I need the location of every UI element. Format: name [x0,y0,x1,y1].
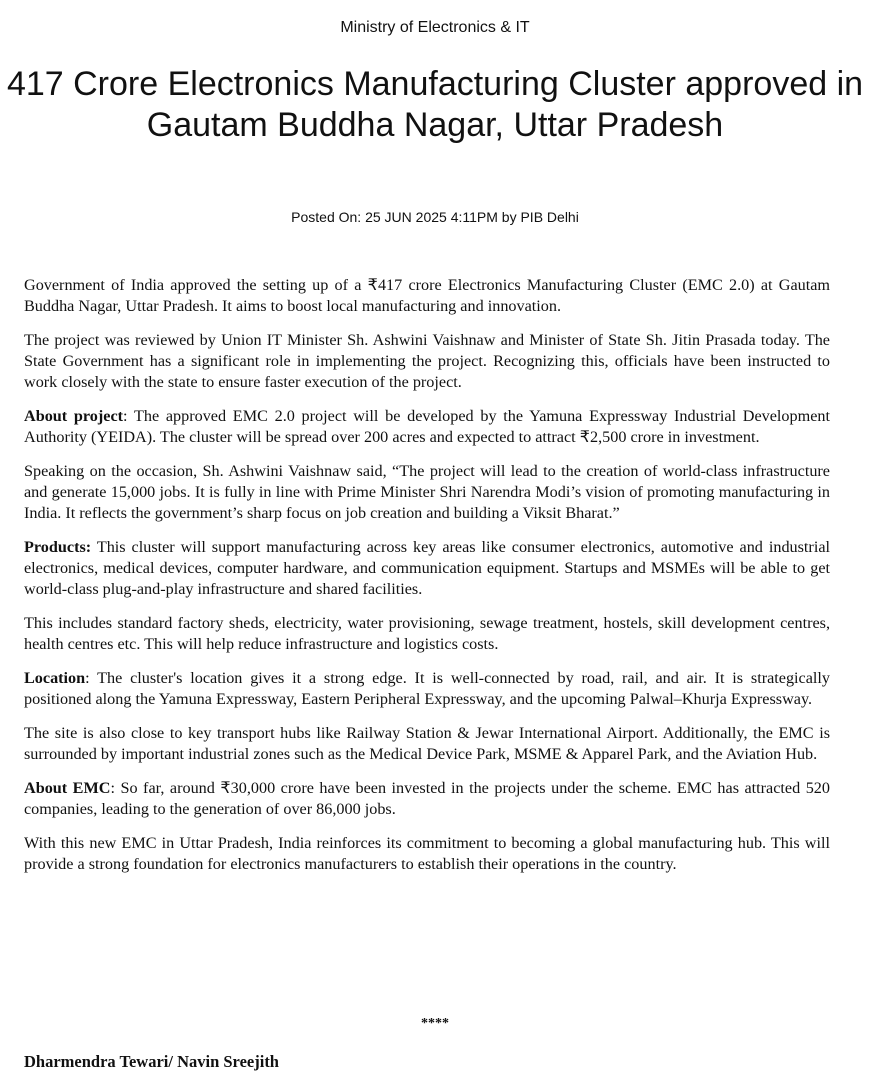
paragraph-text: This cluster will support manufacturing across key areas like consumer electronics, automotive and industrial electronics, medical devices, computer hardware, and communication equipment. Startups and MSMEs will be able to get world-class plug-and-play infrastructure and shared facilities. [24,538,830,598]
paragraph-text: This includes standard factory sheds, electricity, water provisioning, sewage treatment, hostels, skill development centres, health centres etc. This will help reduce infrastructure and logistics costs. [24,614,830,653]
paragraph [24,330,830,393]
article-body [24,275,830,888]
paragraph-text: : So far, around ₹30,000 crore have been invested in the projects under the scheme. EMC has attracted 520 companies, leading to the generation of over 86,000 jobs. [24,779,830,818]
ministry-name: Ministry of Electronics & IT [340,19,530,36]
paragraph-text: Speaking on the occasion, Sh. Ashwini Vaishnaw said, “The project will lead to the creation of world-class infrastructure and generate 15,000 jobs. It is fully in line with Prime Minister Shri Narendra Modi’s vision of promoting manufacturing in India. It reflects the government’s sharp focus on job creation and building a Viksit Bharat.” [24,462,830,522]
paragraph-text: The site is also close to key transport hubs like Railway Station & Jewar International Airport. Additionally, the EMC is surrounded by important industrial zones such as the Medical Device Park, MSME & Apparel Park, and the Aviation Hub. [24,724,830,763]
paragraph [24,833,830,875]
paragraph [24,406,830,448]
paragraph [24,723,830,765]
posted-info: Posted On: 25 JUN 2025 4:11PM by PIB Delhi [291,209,579,225]
paragraph-lead: About project [24,407,124,425]
page-title: 417 Crore Electronics Manufacturing Cluster approved in Gautam Buddha Nagar, Uttar Pradesh [6,65,864,144]
paragraph [24,778,830,820]
paragraph-text: : The approved EMC 2.0 project will be developed by the Yamuna Expressway Industrial Development Authority (YEIDA). The cluster will be spread over 200 acres and expected to attract ₹2,500 crore in investment. [24,407,830,446]
paragraph-lead: Location [24,669,86,687]
signature: Dharmendra Tewari/ Navin Sreejith [24,1052,279,1071]
separator: **** [421,1016,449,1031]
paragraph [24,668,830,710]
paragraph [24,461,830,524]
paragraph [24,275,830,317]
paragraph [24,537,830,600]
paragraph-text: The project was reviewed by Union IT Minister Sh. Ashwini Vaishnaw and Minister of State Sh. Jitin Prasada today. The State Government has a significant role in implementing the project. Recognizing this, officials have been instructed to work closely with the state to ensure faster execution of the project. [24,331,830,391]
paragraph-lead: Products: [24,538,92,556]
paragraph-lead: About EMC [24,779,111,797]
paragraph-text: : The cluster's location gives it a strong edge. It is well-connected by road, rail, and air. It is strategically positioned along the Yamuna Expressway, Eastern Peripheral Expressway, and the upcoming Palwal–Khurja Expressway. [24,669,830,708]
paragraph-text: With this new EMC in Uttar Pradesh, India reinforces its commitment to becoming a global manufacturing hub. This will provide a strong foundation for electronics manufacturers to establish their operations in the country. [24,834,830,873]
paragraph-text: Government of India approved the setting up of a ₹417 crore Electronics Manufacturing Cluster (EMC 2.0) at Gautam Buddha Nagar, Uttar Pradesh. It aims to boost local manufacturing and innovation. [24,276,830,315]
paragraph [24,613,830,655]
